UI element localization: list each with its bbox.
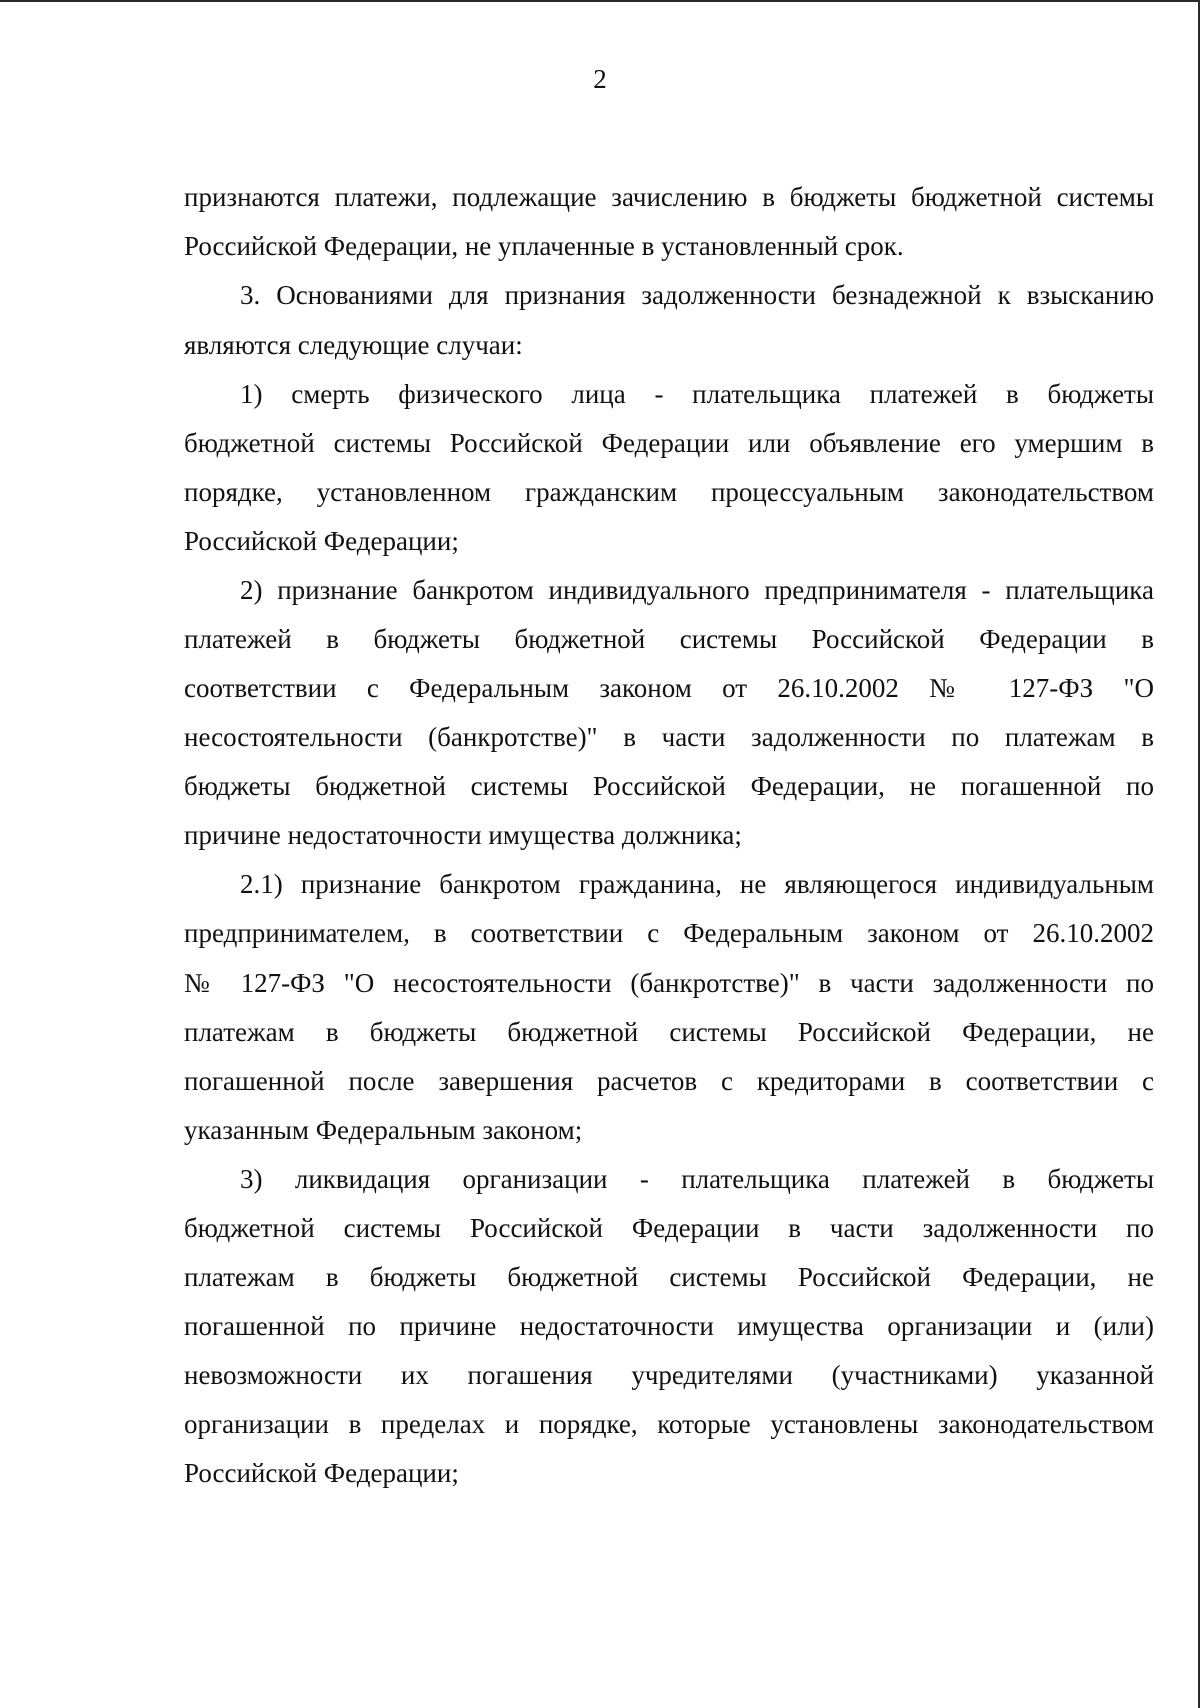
list-item-line: бюджетной системы Российской Федерации в части задолженности по	[184, 1213, 1154, 1243]
paragraph-line: Российской Федерации, не уплаченные в установленный срок.	[184, 231, 904, 261]
list-item-line: погашенной после завершения расчетов с кредиторами в соответствии с	[184, 1066, 1154, 1096]
paragraph-line: 3. Основаниями для признания задолженности безнадежной к взысканию	[240, 280, 1154, 310]
list-item-line: Российской Федерации;	[184, 526, 459, 556]
paragraph-line: признаются платежи, подлежащие зачислению в бюджеты бюджетной системы	[184, 182, 1154, 212]
list-item-line: несостоятельности (банкротстве)" в части задолженности по платежам в	[184, 722, 1154, 752]
list-item-line: порядке, установленном гражданским процессуальным законодательством	[184, 477, 1154, 507]
list-item-line: погашенной по причине недостаточности имущества организации и (или)	[184, 1311, 1154, 1341]
paragraph-line: являются следующие случаи:	[184, 330, 523, 360]
list-item-line: бюджеты бюджетной системы Российской Федерации, не погашенной по	[184, 771, 1154, 801]
list-item-line: соответствии с Федеральным законом от 26.10.2002 № 127-ФЗ "О	[184, 673, 1154, 703]
list-item-line: № 127-ФЗ "О несостоятельности (банкротстве)" в части задолженности по	[184, 968, 1154, 998]
list-item-line: платежам в бюджеты бюджетной системы Российской Федерации, не	[184, 1262, 1154, 1292]
list-item-line: платежам в бюджеты бюджетной системы Российской Федерации, не	[184, 1017, 1154, 1047]
page-number: 2	[593, 64, 607, 94]
list-item-line: Российской Федерации;	[184, 1458, 459, 1488]
list-item-line: организации в пределах и порядке, которые установлены законодательством	[184, 1409, 1154, 1439]
list-item-line: невозможности их погашения учредителями (участниками) указанной	[184, 1360, 1154, 1390]
list-item-line: предпринимателем, в соответствии с Федеральным законом от 26.10.2002	[184, 918, 1154, 948]
list-item-line: указанным Федеральным законом;	[184, 1115, 583, 1145]
list-item-line: причине недостаточности имущества должника;	[184, 820, 742, 850]
list-item-line: бюджетной системы Российской Федерации или объявление его умершим в	[184, 428, 1154, 458]
list-item-line: платежей в бюджеты бюджетной системы Российской Федерации в	[184, 624, 1154, 654]
list-item-line: 2.1) признание банкротом гражданина, не являющегося индивидуальным	[240, 869, 1154, 899]
list-item-line: 1) смерть физического лица - плательщика платежей в бюджеты	[240, 379, 1154, 409]
list-item-line: 2) признание банкротом индивидуального предпринимателя - плательщика	[240, 575, 1154, 605]
scan-top-edge	[0, 0, 1200, 2]
list-item-line: 3) ликвидация организации - плательщика платежей в бюджеты	[240, 1164, 1154, 1194]
